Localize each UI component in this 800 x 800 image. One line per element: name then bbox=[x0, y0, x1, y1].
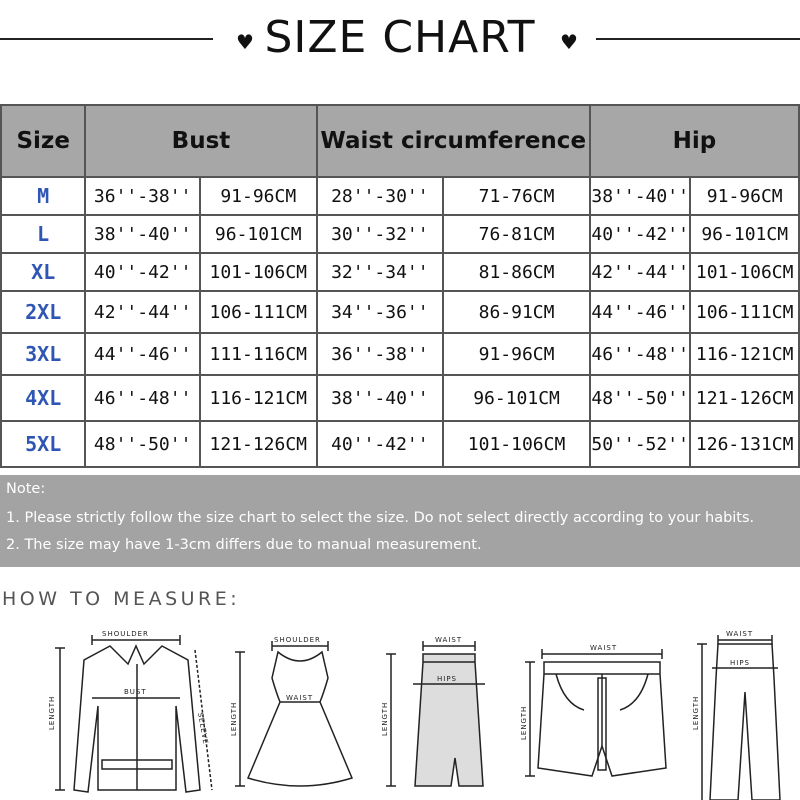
size-table bbox=[0, 104, 800, 468]
skirt-length-label: LENGTH bbox=[381, 701, 389, 736]
dress-length-label: LENGTH bbox=[230, 701, 238, 736]
shorts-waist-label: WAIST bbox=[590, 644, 618, 652]
measurement-cell: 28''-30'' bbox=[318, 178, 443, 214]
measurement-cell: 101-106CM bbox=[691, 254, 798, 290]
measurement-cell: 121-126CM bbox=[201, 422, 316, 466]
measurement-cell: 40''-42'' bbox=[591, 216, 689, 252]
measurement-cell: 111-116CM bbox=[201, 334, 316, 374]
measurement-cell: 126-131CM bbox=[691, 422, 798, 466]
measurement-cell: 32''-34'' bbox=[318, 254, 443, 290]
measurement-cell: 44''-46'' bbox=[86, 334, 199, 374]
jacket-length-label: LENGTH bbox=[48, 695, 56, 730]
measurement-cell: 30''-32'' bbox=[318, 216, 443, 252]
jacket-sleeve-label: SELEVE bbox=[196, 711, 210, 746]
measurement-cell: 96-101CM bbox=[691, 216, 798, 252]
size-cell: 5XL bbox=[2, 422, 84, 466]
measurement-cell: 46''-48'' bbox=[591, 334, 689, 374]
pants-measure-illustration bbox=[690, 618, 800, 800]
header-size: Size bbox=[2, 106, 84, 176]
note-box bbox=[0, 475, 800, 567]
measurement-cell: 48''-50'' bbox=[86, 422, 199, 466]
measurement-cell: 36''-38'' bbox=[318, 334, 443, 374]
table-row bbox=[2, 334, 798, 374]
table-header-row bbox=[2, 106, 798, 176]
size-cell: 2XL bbox=[2, 292, 84, 332]
size-cell: L bbox=[2, 216, 84, 252]
measurement-cell: 34''-36'' bbox=[318, 292, 443, 332]
jacket-shoulder-label: SHOULDER bbox=[102, 630, 149, 638]
note-line-2: 2. The size may have 1-3cm differs due to manual measurement. bbox=[6, 537, 482, 553]
dress-waist-label: WAIST bbox=[286, 694, 314, 702]
dress-measure-illustration bbox=[228, 618, 368, 800]
measurement-cell: 48''-50'' bbox=[591, 376, 689, 420]
pants-length-label: LENGTH bbox=[692, 695, 700, 730]
heart-icon: ♥ bbox=[236, 30, 254, 54]
jacket-bust-label: BUST bbox=[124, 688, 147, 696]
table-row bbox=[2, 376, 798, 420]
table-row bbox=[2, 178, 798, 214]
measurement-cell: 91-96CM bbox=[691, 178, 798, 214]
measurement-cell: 106-111CM bbox=[691, 292, 798, 332]
skirt-waist-label: WAIST bbox=[435, 636, 463, 644]
how-to-measure-heading: HOW TO MEASURE: bbox=[2, 588, 241, 610]
measurement-cell: 38''-40'' bbox=[86, 216, 199, 252]
measurement-cell: 116-121CM bbox=[201, 376, 316, 420]
measurement-cell: 121-126CM bbox=[691, 376, 798, 420]
measurement-cell: 116-121CM bbox=[691, 334, 798, 374]
shorts-length-label: LENGTH bbox=[520, 705, 528, 740]
jacket-measure-illustration bbox=[40, 618, 220, 800]
measurement-cell: 40''-42'' bbox=[318, 422, 443, 466]
size-cell: M bbox=[2, 178, 84, 214]
measurement-cell: 76-81CM bbox=[444, 216, 589, 252]
note-line-1: 1. Please strictly follow the size chart to select the size. Do not select directly according to your habits. bbox=[6, 510, 755, 526]
heart-icon: ♥ bbox=[560, 30, 578, 54]
table-row bbox=[2, 292, 798, 332]
measurement-cell: 86-91CM bbox=[444, 292, 589, 332]
measurement-cell: 91-96CM bbox=[201, 178, 316, 214]
measurement-cell: 71-76CM bbox=[444, 178, 589, 214]
measurement-cell: 81-86CM bbox=[444, 254, 589, 290]
measurement-cell: 40''-42'' bbox=[86, 254, 199, 290]
measurement-cell: 42''-44'' bbox=[86, 292, 199, 332]
header-waist: Waist circumference bbox=[318, 106, 589, 176]
measurement-cell: 106-111CM bbox=[201, 292, 316, 332]
title-bar bbox=[0, 0, 800, 90]
measurement-cell: 101-106CM bbox=[201, 254, 316, 290]
measurement-cell: 50''-52'' bbox=[591, 422, 689, 466]
measurement-cell: 96-101CM bbox=[444, 376, 589, 420]
table-row bbox=[2, 422, 798, 466]
measurement-cell: 36''-38'' bbox=[86, 178, 199, 214]
measurement-cell: 42''-44'' bbox=[591, 254, 689, 290]
measurement-cell: 38''-40'' bbox=[591, 178, 689, 214]
page-title: SIZE CHART bbox=[264, 12, 536, 63]
header-hip: Hip bbox=[591, 106, 798, 176]
size-cell: XL bbox=[2, 254, 84, 290]
shorts-measure-illustration bbox=[520, 618, 680, 800]
table-row bbox=[2, 254, 798, 290]
measurement-cell: 101-106CM bbox=[444, 422, 589, 466]
size-cell: 4XL bbox=[2, 376, 84, 420]
measurement-cell: 96-101CM bbox=[201, 216, 316, 252]
skirt-hips-label: HIPS bbox=[437, 675, 457, 683]
header-bust: Bust bbox=[86, 106, 315, 176]
pants-hips-label: HIPS bbox=[730, 659, 750, 667]
dress-shoulder-label: SHOULDER bbox=[274, 636, 321, 644]
measurement-cell: 44''-46'' bbox=[591, 292, 689, 332]
title-rule-right bbox=[596, 38, 800, 40]
size-cell: 3XL bbox=[2, 334, 84, 374]
measurement-cell: 91-96CM bbox=[444, 334, 589, 374]
note-title: Note: bbox=[6, 481, 46, 497]
measurement-cell: 38''-40'' bbox=[318, 376, 443, 420]
measurement-cell: 46''-48'' bbox=[86, 376, 199, 420]
table-row bbox=[2, 216, 798, 252]
skirt-measure-illustration bbox=[375, 618, 505, 800]
pants-waist-label: WAIST bbox=[726, 630, 754, 638]
